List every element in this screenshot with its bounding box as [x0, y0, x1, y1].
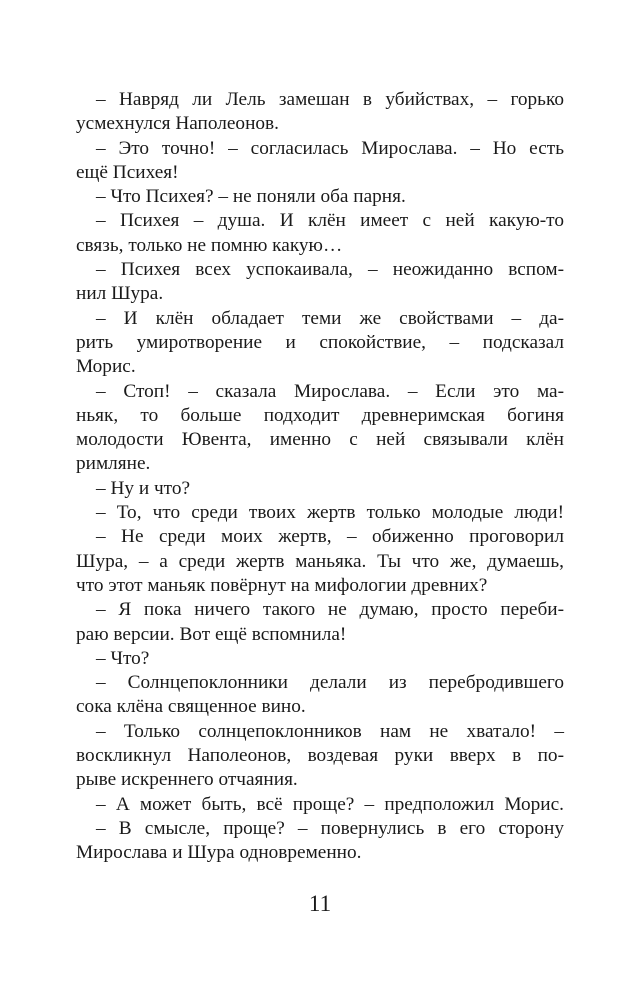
- text-line: – Не среди моих жертв, – обиженно проговорил: [96, 526, 564, 548]
- text-line: Шура, – а среди жертв маньяка. Ты что же, думаешь,: [76, 550, 564, 572]
- text-line: ещё Психея!: [76, 161, 179, 183]
- text-line: – Психея – душа. И клён имеет с ней какую-то: [96, 210, 564, 232]
- text-line: раю версии. Вот ещё вспомнила!: [76, 623, 347, 645]
- text-line: сока клёна священное вино.: [76, 696, 306, 718]
- text-line: – Что?: [96, 647, 150, 669]
- text-line: нил Шура.: [76, 283, 164, 305]
- text-line: – Психея всех успокаивала, – неожиданно вспом-: [96, 259, 564, 281]
- text-line: что этот маньяк повёрнут на мифологии древних?: [76, 574, 488, 596]
- text-line: – Стоп! – сказала Мирослава. – Если это ма-: [96, 380, 564, 402]
- text-line: римляне.: [76, 453, 151, 475]
- text-line: ньяк, то больше подходит древнеримская богиня: [76, 404, 564, 426]
- text-line: – Что Психея? – не поняли оба парня.: [96, 186, 406, 208]
- text-line: – Это точно! – согласилась Мирослава. – Но есть: [96, 137, 564, 159]
- text-line: – В смысле, проще? – повернулись в его сторону: [96, 817, 564, 839]
- text-line: связь, только не помню какую…: [76, 234, 343, 256]
- text-line: – Ну и что?: [96, 477, 191, 499]
- text-line: – А может быть, всё проще? – предположил Морис.: [96, 793, 564, 815]
- text-line: усмехнулся Наполеонов.: [76, 113, 279, 135]
- text-line: – То, что среди твоих жертв только молодые люди!: [96, 502, 564, 524]
- text-line: молодости Ювента, именно с ней связывали клён: [76, 429, 564, 451]
- text-line: Мирослава и Шура одновременно.: [76, 842, 362, 864]
- text-line: Морис.: [76, 356, 136, 378]
- text-line: – Я пока ничего такого не думаю, просто переби-: [96, 599, 564, 621]
- text-line: – И клён обладает теми же свойствами – да-: [96, 307, 564, 329]
- text-line: рыве искреннего отчаяния.: [76, 769, 298, 791]
- body-text: [76, 88, 564, 866]
- text-line: – Только солнцепоклонников нам не хватало! –: [96, 720, 564, 742]
- text-line: – Солнцепоклонники делали из перебродившего: [96, 672, 564, 694]
- page-number: 11: [308, 891, 332, 916]
- text-line: – Навряд ли Лель замешан в убийствах, – горько: [96, 89, 564, 110]
- text-line: рить умиротворение и спокойствие, – подсказал: [76, 331, 564, 353]
- text-line: воскликнул Наполеонов, воздевая руки вверх в по-: [76, 745, 564, 767]
